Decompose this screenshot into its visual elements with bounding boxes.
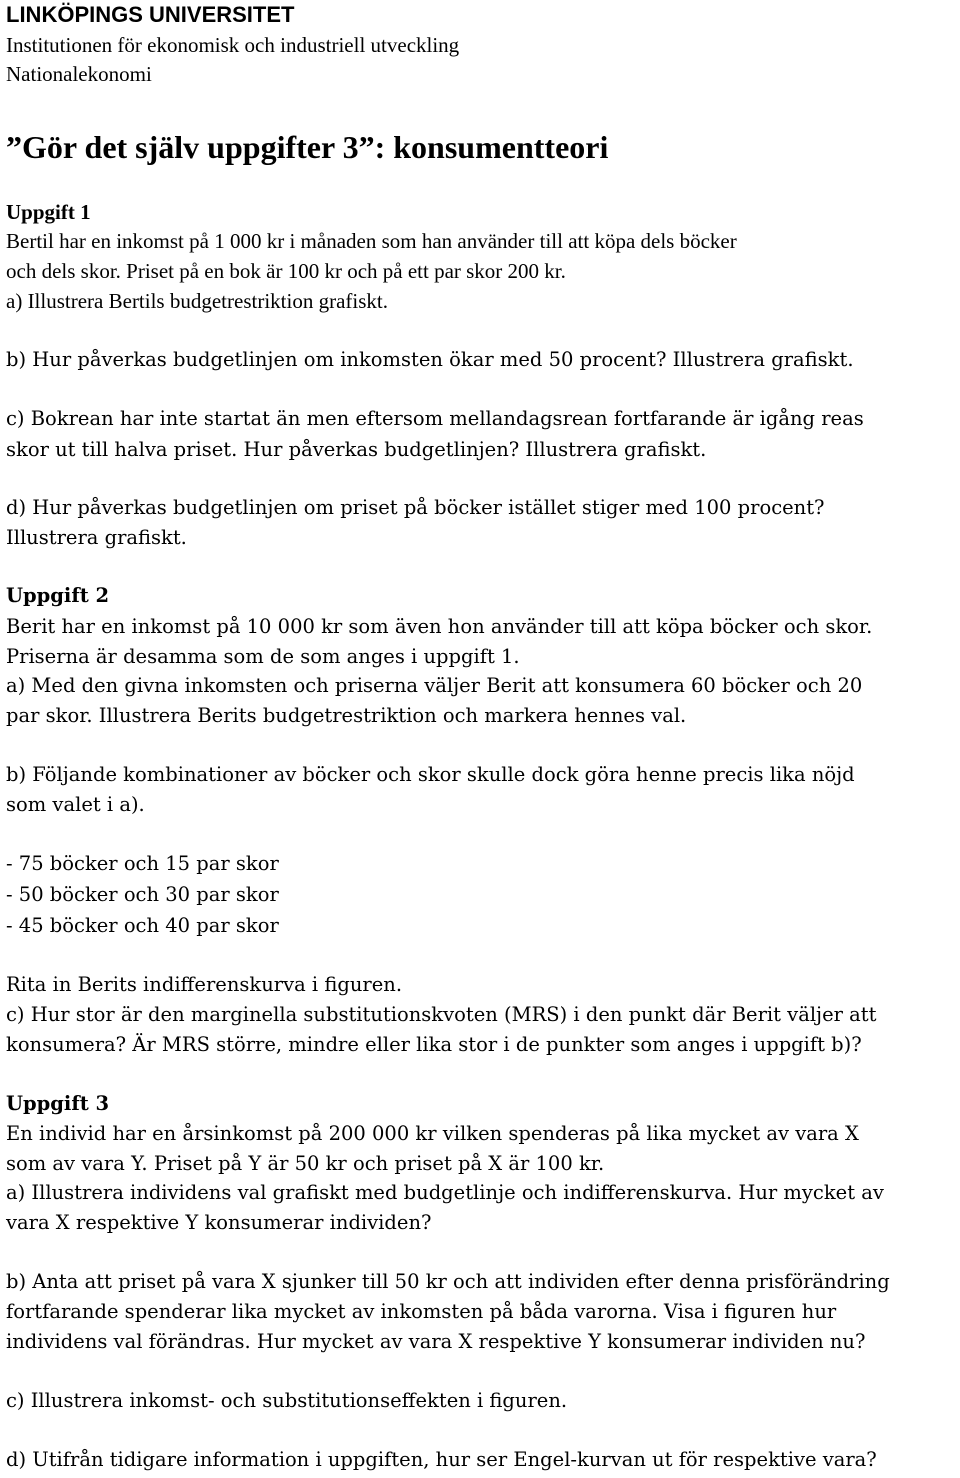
task-2-line: som valet i a). [6,793,145,816]
task-2-list-item: - 45 böcker och 40 par skor [6,914,279,937]
task-3-line: b) Anta att priset på vara X sjunker till 50 kr och att individen efter denna prisförändring [6,1270,890,1293]
task-2-line: Rita in Berits indifferenskurva i figuren. [6,973,403,996]
task-2-list-item: - 75 böcker och 15 par skor [6,852,279,875]
task-2-line: Berit har en inkomst på 10 000 kr som även hon använder till att köpa böcker och skor. [6,615,873,638]
document-title: ”Gör det själv uppgifter 3”: konsumentteori [6,129,609,165]
task-3-line: fortfarande spenderar lika mycket av inkomsten på båda varorna. Visa i figuren hur [6,1300,837,1323]
task-3-line: c) Illustrera inkomst- och substitutionseffekten i figuren. [6,1389,568,1412]
task-2-line: konsumera? Är MRS större, mindre eller lika stor i de punkter som anges i uppgift b)? [6,1033,862,1056]
task-2-line: par skor. Illustrera Berits budgetrestriktion och markera hennes val. [6,704,687,727]
task-2-line: a) Med den givna inkomsten och priserna väljer Berit att konsumera 60 böcker och 20 [6,674,863,697]
subject-name: Nationalekonomi [6,62,152,86]
task-1-line: d) Hur påverkas budgetlinjen om priset på böcker istället stiger med 100 procent? [6,496,825,519]
task-1-line: Bertil har en inkomst på 1 000 kr i månaden som han använder till att köpa dels böcker [6,229,737,253]
task-3-line: som av vara Y. Priset på Y är 50 kr och priset på X är 100 kr. [6,1152,605,1175]
task-2-line: b) Följande kombinationer av böcker och skor skulle dock göra henne precis lika nöjd [6,763,855,786]
task-2-line: Priserna är desamma som de som anges i uppgift 1. [6,645,520,668]
task-1-line: skor ut till halva priset. Hur påverkas budgetlinjen? Illustrera grafiskt. [6,438,707,461]
task-2-heading: Uppgift 2 [6,584,110,607]
institution-name: Institutionen för ekonomisk och industriell utveckling [6,33,460,57]
task-3-heading: Uppgift 3 [6,1092,110,1115]
task-3-line: d) Utifrån tidigare information i uppgiften, hur ser Engel-kurvan ut för respektive vara? [6,1448,877,1471]
task-3-line: En individ har en årsinkomst på 200 000 kr vilken spenderas på lika mycket av vara X [6,1122,859,1145]
task-1-line: Illustrera grafiskt. [6,526,187,549]
task-2-line: c) Hur stor är den marginella substitutionskvoten (MRS) i den punkt där Berit väljer att [6,1003,877,1026]
task-3-line: a) Illustrera individens val grafiskt med budgetlinje och indifferenskurva. Hur mycket av [6,1181,884,1204]
task-2-list-item: - 50 böcker och 30 par skor [6,883,279,906]
task-1-heading: Uppgift 1 [6,200,91,224]
task-1-line: a) Illustrera Bertils budgetrestriktion grafiskt. [6,289,388,313]
university-name: LINKÖPINGS UNIVERSITET [6,2,295,27]
task-1-line: och dels skor. Priset på en bok är 100 kr och på ett par skor 200 kr. [6,259,566,283]
task-3-line: vara X respektive Y konsumerar individen? [6,1211,432,1234]
task-1-line: b) Hur påverkas budgetlinjen om inkomsten ökar med 50 procent? Illustrera grafiskt. [6,348,854,371]
task-1-line: c) Bokrean har inte startat än men eftersom mellandagsrean fortfarande är igång reas [6,407,864,430]
task-3-line: individens val förändras. Hur mycket av vara X respektive Y konsumerar individen nu? [6,1330,866,1353]
